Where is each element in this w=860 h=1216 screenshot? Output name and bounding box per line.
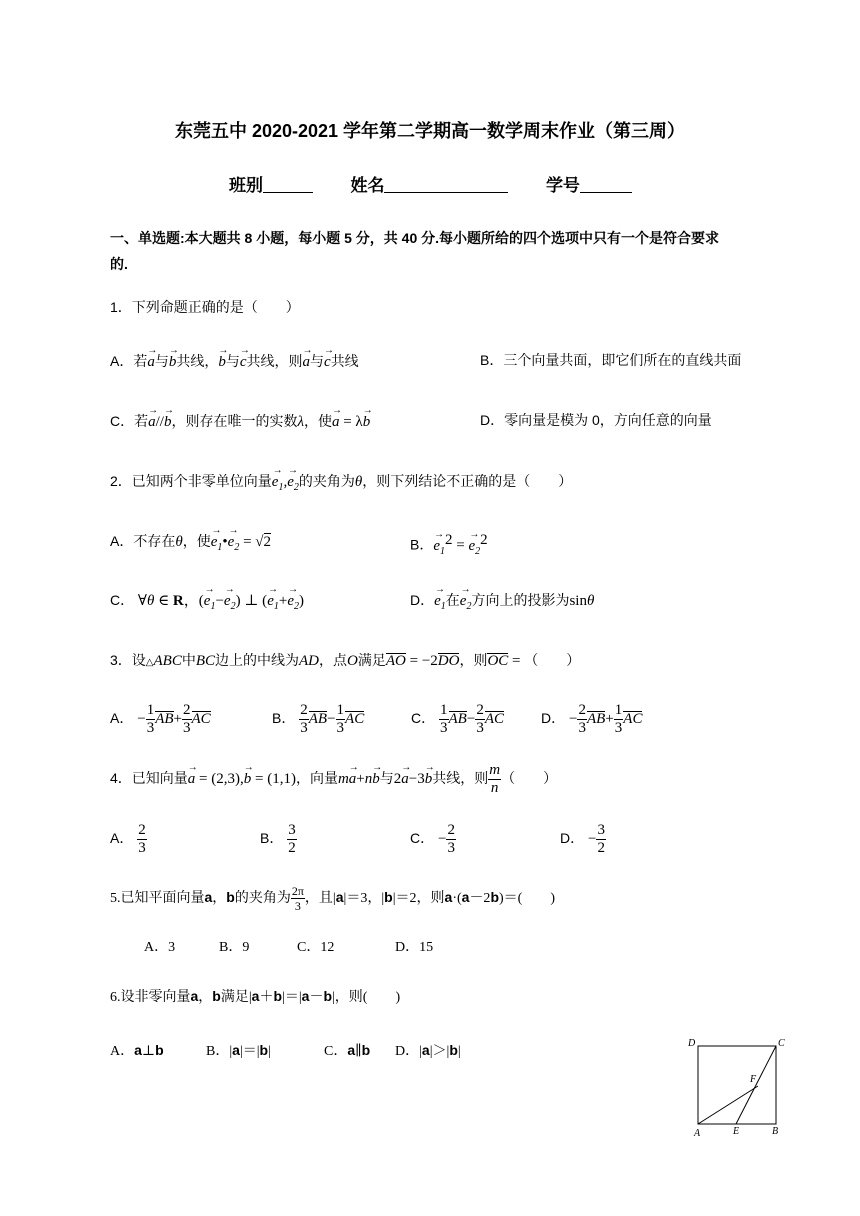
q2-a-text: A．不存在: [110, 533, 176, 549]
q3-c-label: C．: [411, 710, 436, 726]
class-blank: [263, 175, 313, 193]
vector-a: → a: [148, 410, 156, 432]
q3-option-c: C． $\frac{1}{3}$ AB− $\frac{2}{3}$ AC: [411, 701, 504, 736]
q6-vector-a: a: [251, 988, 260, 1004]
q3-a-label: A．: [110, 710, 134, 726]
q5-vector-a: a: [461, 889, 470, 905]
label-a: A: [694, 1128, 701, 1139]
q2-a-text: ，使: [182, 533, 211, 549]
q5-stem-text: ，: [212, 891, 227, 906]
q6-a-text: ⊥: [141, 1044, 156, 1059]
q5-vector-a: a: [444, 889, 453, 905]
q4-stem-text: 4．已知向量: [110, 770, 188, 786]
q1-a-text: A．若: [110, 353, 148, 369]
q6-vector-b: b: [273, 988, 283, 1004]
q1-option-c: C．若→ a//→ b，则存在唯一的实数λ，使→ a = λ→ b: [110, 410, 370, 432]
q4-option-c: C． − $\frac{2}{3}$: [410, 821, 455, 856]
q6-stem-text: 6.设非零向量: [110, 990, 191, 1005]
q6-b-text: |: [268, 1044, 271, 1059]
q6-option-a: [110, 1040, 164, 1062]
vector-b: → b: [363, 410, 371, 432]
vector-e1: → $e_1$: [434, 589, 446, 617]
q6-stem-text: 满足|: [220, 990, 252, 1005]
q6-vector-a: a: [190, 988, 199, 1004]
q3-stem-text: 边上的中线为: [215, 652, 300, 668]
q5-vector-b: b: [384, 889, 393, 905]
q4-stem-text: 共线，则: [432, 770, 489, 786]
q2-stem: 2．已知两个非零单位向量→ $e_1,\to e_2$的夹角为θ，则下列结论不正确的是（ ）: [110, 470, 572, 498]
q4-d-label: D．: [560, 830, 585, 846]
q2-option-a: A．不存在θ，使→ $e_1•\to e_2 = √2$: [110, 530, 271, 558]
q6-option-d: [395, 1040, 461, 1062]
q6-vector-b: b: [259, 1042, 269, 1058]
vector-e1: → $e_1$: [204, 589, 216, 617]
q6-vector-a: a: [421, 1042, 430, 1058]
q2-option-c: C． ∀θ ∈ R，(→ $e_1-\to e_2$) ⊥ (→ $e_1+\to e_2$): [110, 589, 304, 617]
q4-option-a: A． $\frac{2}{3}$: [110, 821, 146, 856]
q5-vector-b: b: [226, 889, 235, 905]
q1-a-text: 与: [154, 353, 169, 369]
q6-vector-a: a: [134, 1042, 142, 1058]
q6-vector-b: b: [449, 1042, 458, 1058]
q1-a-text: 共线: [330, 353, 359, 369]
q6-vector-b: b: [155, 1042, 164, 1058]
q4-c-label: C．: [410, 830, 435, 846]
q3-stem-text: 中: [181, 652, 196, 668]
vector-e2: → $e_2$: [287, 470, 299, 498]
q6-vector-b: b: [212, 988, 221, 1004]
q4-stem-text: 与: [379, 770, 394, 786]
q3-option-b: B． $\frac{2}{3}$ AB− $\frac{1}{3}$ AC: [272, 701, 365, 736]
q1-option-d: D．零向量是模为 0，方向任意的向量: [480, 412, 712, 428]
name-blank: [384, 175, 508, 193]
q2-d-text: 方向上的投影为: [471, 592, 570, 608]
name-label: 姓名: [350, 176, 385, 195]
q1-stem: 1．下列命题正确的是（ ）: [110, 299, 300, 315]
q4-option-b: B． $\frac{3}{2}$: [260, 821, 296, 856]
q1-c-text: ，使: [303, 413, 332, 429]
q1-c-text: ，则存在唯一的实数: [171, 413, 298, 429]
q1-option-a: [110, 350, 359, 372]
q6-b-label: B．|: [206, 1044, 233, 1059]
q4-stem-text: （ ）: [501, 770, 558, 786]
vector-e2: → $e_2$: [287, 589, 299, 617]
q6-stem: [110, 986, 400, 1008]
q3-stem-text: 3．设: [110, 652, 146, 668]
q6-stem-text: |＝|: [282, 990, 302, 1005]
segment-ec: [736, 1046, 776, 1124]
q5-option-a: A．3: [144, 940, 176, 955]
q6-a-label: A．: [110, 1044, 135, 1059]
q3-stem: 3．设△ABC中BC边上的中线为AD，点O满足AO = −2DO，则OC = （ ）: [110, 652, 581, 669]
vector-e2: → $e_2$: [224, 589, 236, 617]
q5-stem-text: 5.已知平面向量: [110, 891, 205, 906]
vector-a: → a: [303, 350, 311, 372]
label-b: B: [772, 1126, 779, 1137]
q5-option-d: D．15: [395, 940, 434, 955]
q2-option-d: D．→ $e_1$在→ $e_2$方向上的投影为sinθ: [410, 589, 594, 617]
vector-e2: → $e_2$: [460, 589, 472, 617]
q6-stem-text: |，则( ): [332, 990, 401, 1005]
q2-d-text: D．: [410, 592, 435, 608]
class-label: 班别: [229, 176, 263, 195]
q5-vector-a: a: [335, 889, 344, 905]
vector-a: → a: [147, 350, 155, 372]
q4-b-label: B．: [260, 830, 284, 846]
q2-option-b: B．→ $e_1^2$ = → $e_2^2$: [410, 530, 488, 562]
q6-stem-text: －: [309, 990, 324, 1005]
vector-b: → b: [164, 410, 172, 432]
q5-vector-a: a: [204, 889, 213, 905]
q2-stem-text: ，则下列结论不正确的是（ ）: [362, 473, 573, 489]
q1-a-text: 共线，则: [246, 353, 303, 369]
q6-option-b: [206, 1040, 271, 1062]
q3-d-label: D．: [541, 710, 566, 726]
q4-stem-text: ，向量: [295, 770, 338, 786]
q5-option-c: C．12: [297, 940, 335, 955]
q6-stem-text: ，: [198, 990, 213, 1005]
q1-a-text: 共线，: [176, 353, 219, 369]
vector-e1: → $e_1$: [433, 534, 445, 562]
vector-c: → c: [240, 350, 247, 372]
q3-option-a: A． − $\frac{1}{3}$ AB+ $\frac{2}{3}$ AC: [110, 701, 211, 736]
q5-stem-text: |＝2，则: [392, 891, 445, 906]
q3-b-label: B．: [272, 710, 296, 726]
q4-a-label: A．: [110, 830, 134, 846]
q3-option-d: D． − $\frac{2}{3}$ AB+ $\frac{1}{3}$ AC: [541, 701, 643, 736]
label-c: C: [778, 1038, 785, 1049]
q6-c-label: C．: [324, 1044, 348, 1059]
q6-d-label: D．|: [395, 1044, 422, 1059]
q4-stem: 4．已知向量→ a = (2,3),→ b = (1,1)，向量m→ a+n→ b与2→ a−3→ b共线，则 $\frac{m}{n}$ （ ）: [110, 760, 557, 797]
vector-e1: → $e_1$: [211, 530, 223, 558]
q6-vector-a: a: [347, 1042, 356, 1058]
label-e: E: [733, 1126, 740, 1137]
vector-e1: → $e_1$: [267, 589, 279, 617]
q6-c-text: ∥: [355, 1044, 362, 1059]
vector-c: → c: [324, 350, 331, 372]
q6-vector-a: a: [232, 1042, 240, 1058]
square-figure: [686, 1036, 792, 1140]
segment-af: [698, 1086, 758, 1124]
q5-option-b: B．9: [219, 940, 250, 955]
q6-vector-a: a: [301, 988, 310, 1004]
q3-stem-text: （ ）: [524, 652, 581, 668]
q2-d-text: 在: [445, 592, 460, 608]
theta-symbol: θ: [354, 474, 363, 490]
q6-vector-b: b: [361, 1042, 371, 1058]
q4-option-d: D． − $\frac{3}{2}$: [560, 821, 605, 856]
lambda-symbol: λ: [297, 414, 304, 430]
q3-stem-text: 满足: [357, 652, 386, 668]
q6-d-text: |: [457, 1044, 461, 1059]
q6-vector-b: b: [323, 988, 332, 1004]
q2-stem-text: 2．已知两个非零单位向量: [110, 473, 272, 489]
q1-option-b: B．三个向量共面，即它们所在的直线共面: [480, 352, 742, 368]
vector-b: → b: [169, 350, 177, 372]
q5-stem-text: ·(: [452, 891, 462, 906]
q5-stem-text: 的夹角为: [234, 891, 291, 906]
section-heading-line2: 的.: [110, 256, 128, 272]
q3-stem-text: ，则: [459, 652, 488, 668]
vector-b: → b: [218, 350, 226, 372]
vector-e1: → $e_1$: [272, 470, 284, 498]
id-label: 学号: [545, 176, 580, 195]
q5-stem-text: ，且|: [304, 891, 336, 906]
q2-b-text: B．: [410, 536, 434, 553]
id-blank: [580, 175, 632, 193]
q3-stem-text: ，点: [319, 652, 348, 668]
q2-c-text: C．: [110, 592, 135, 608]
q6-d-text: |＞|: [429, 1044, 450, 1059]
label-d: D: [688, 1038, 696, 1049]
q5-vector-b: b: [490, 889, 499, 905]
vector-e2: → $e_2$: [228, 530, 240, 558]
q1-c-text: C．若: [110, 413, 149, 429]
q5-stem: 5.已知平面向量a，b的夹角为 $\frac{2\pi}{3}$ ，且|a|＝3，|b|＝2，则a·(a－2b)＝( ): [110, 884, 555, 914]
vector-e2: → $e_2$: [468, 534, 480, 562]
q1-a-text: 与: [310, 353, 325, 369]
q5-stem-text: |＝3，|: [343, 891, 385, 906]
q1-a-text: 与: [225, 353, 240, 369]
q5-stem-text: )＝( ): [499, 891, 555, 906]
q6-option-c: [324, 1040, 370, 1062]
q2-stem-text: 的夹角为: [298, 473, 355, 489]
vector-a: → a: [332, 410, 340, 432]
q6-b-text: |＝|: [239, 1044, 260, 1059]
student-info: [229, 174, 632, 198]
label-f: F: [750, 1074, 757, 1085]
page-title: 东莞五中 2020-2021 学年第二学期高一数学周末作业（第三周）: [174, 121, 686, 141]
q5-stem-text: －2: [469, 891, 491, 906]
hidden-line: [698, 1046, 776, 1124]
square-abcd: [698, 1046, 776, 1124]
section-heading-line1: 一、单选题:本大题共 8 小题，每小题 5 分，共 40 分.每小题所给的四个选项中只有一个是符合要求: [110, 230, 720, 246]
q6-stem-text: ＋: [259, 990, 274, 1005]
